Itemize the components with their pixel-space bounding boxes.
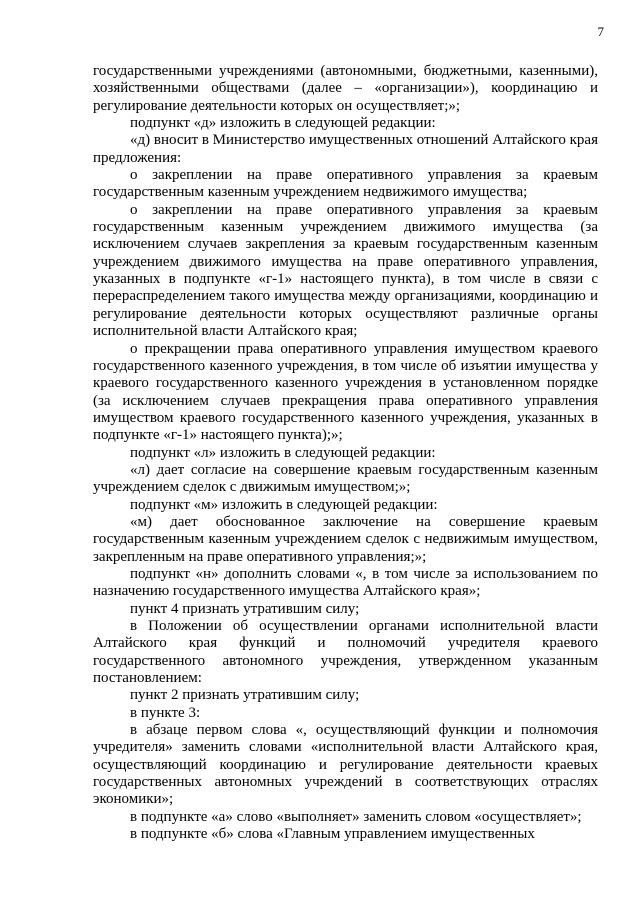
paragraph: в абзаце первом слова «, осуществляющий функции и полномочия учредителя» заменить словами «исполнительной власти Алтайского края, осуществляющий координацию и регулирование деятельности краевых государственных автономных учреждений в соответствующих отраслях экономики»; <box>93 722 598 808</box>
paragraph: о прекращении права оперативного управления имуществом краевого государственного казенного учреждения, в том числе об изъятии имущества у краевого государственного казенного учреждения в установленном порядке (за исключением случаев прекращения права оперативного управления имуществом краевого государственного казенного учреждения, указанных в подпункте «г-1» настоящего пункта);»; <box>93 340 598 444</box>
paragraph: в подпункте «а» слово «выполняет» заменить словом «осуществляет»; <box>130 808 582 825</box>
paragraph: подпункт «м» изложить в следующей редакции: <box>130 496 438 513</box>
paragraph: пункт 4 признать утратившим силу; <box>130 600 360 617</box>
paragraph: подпункт «л» изложить в следующей редакции: <box>130 444 436 461</box>
paragraph: подпункт «н» дополнить словами «, в том числе за использованием по назначению государственного имущества Алтайского края»; <box>93 565 598 600</box>
paragraph: «д) вносит в Министерство имущественных отношений Алтайского края предложения: <box>93 132 598 166</box>
paragraph: государственными учреждениями (автономными, бюджетными, казенными), хозяйственными обществами (далее – «организации»), координацию и регулирование деятельности которых он осуществляет;»; <box>93 63 598 114</box>
paragraph: в подпункте «б» слова «Главным управлением имущественных <box>130 826 535 843</box>
paragraph: о закреплении на праве оперативного управления за краевым государственным казенным учреждением движимого имущества (за исключением случаев закрепления за краевым государственным казенным учреждением движимого имущества на праве оперативного управления, указанных в подпункте «г-1» настоящего пункта), в том числе в связи с перераспределением такого имущества между организациями, координацию и регулирование деятельности которых осуществляют различные органы исполнительной власти Алтайского края; <box>93 201 598 340</box>
page-number: 7 <box>597 24 604 39</box>
document-body <box>93 63 598 843</box>
paragraph: подпункт «д» изложить в следующей редакции: <box>130 115 436 132</box>
paragraph: о закреплении на праве оперативного управления за краевым государственным казенным учреждением недвижимого имущества; <box>93 167 598 201</box>
paragraph: в Положении об осуществлении органами исполнительной власти Алтайского края функций и полномочий учредителя краевого государственного автономного учреждения, утвержденном указанным постановлением: <box>93 618 598 687</box>
paragraph: «л) дает согласие на совершение краевым государственным казенным учреждением сделок с движимым имуществом;»; <box>93 461 598 496</box>
paragraph: пункт 2 признать утратившим силу; <box>130 687 360 704</box>
paragraph: в пункте 3: <box>130 704 201 721</box>
paragraph: «м) дает обоснованное заключение на совершение краевым государственным казенным учреждением сделок с недвижимым имуществом, закрепленным на праве оперативного управления;»; <box>93 513 598 565</box>
